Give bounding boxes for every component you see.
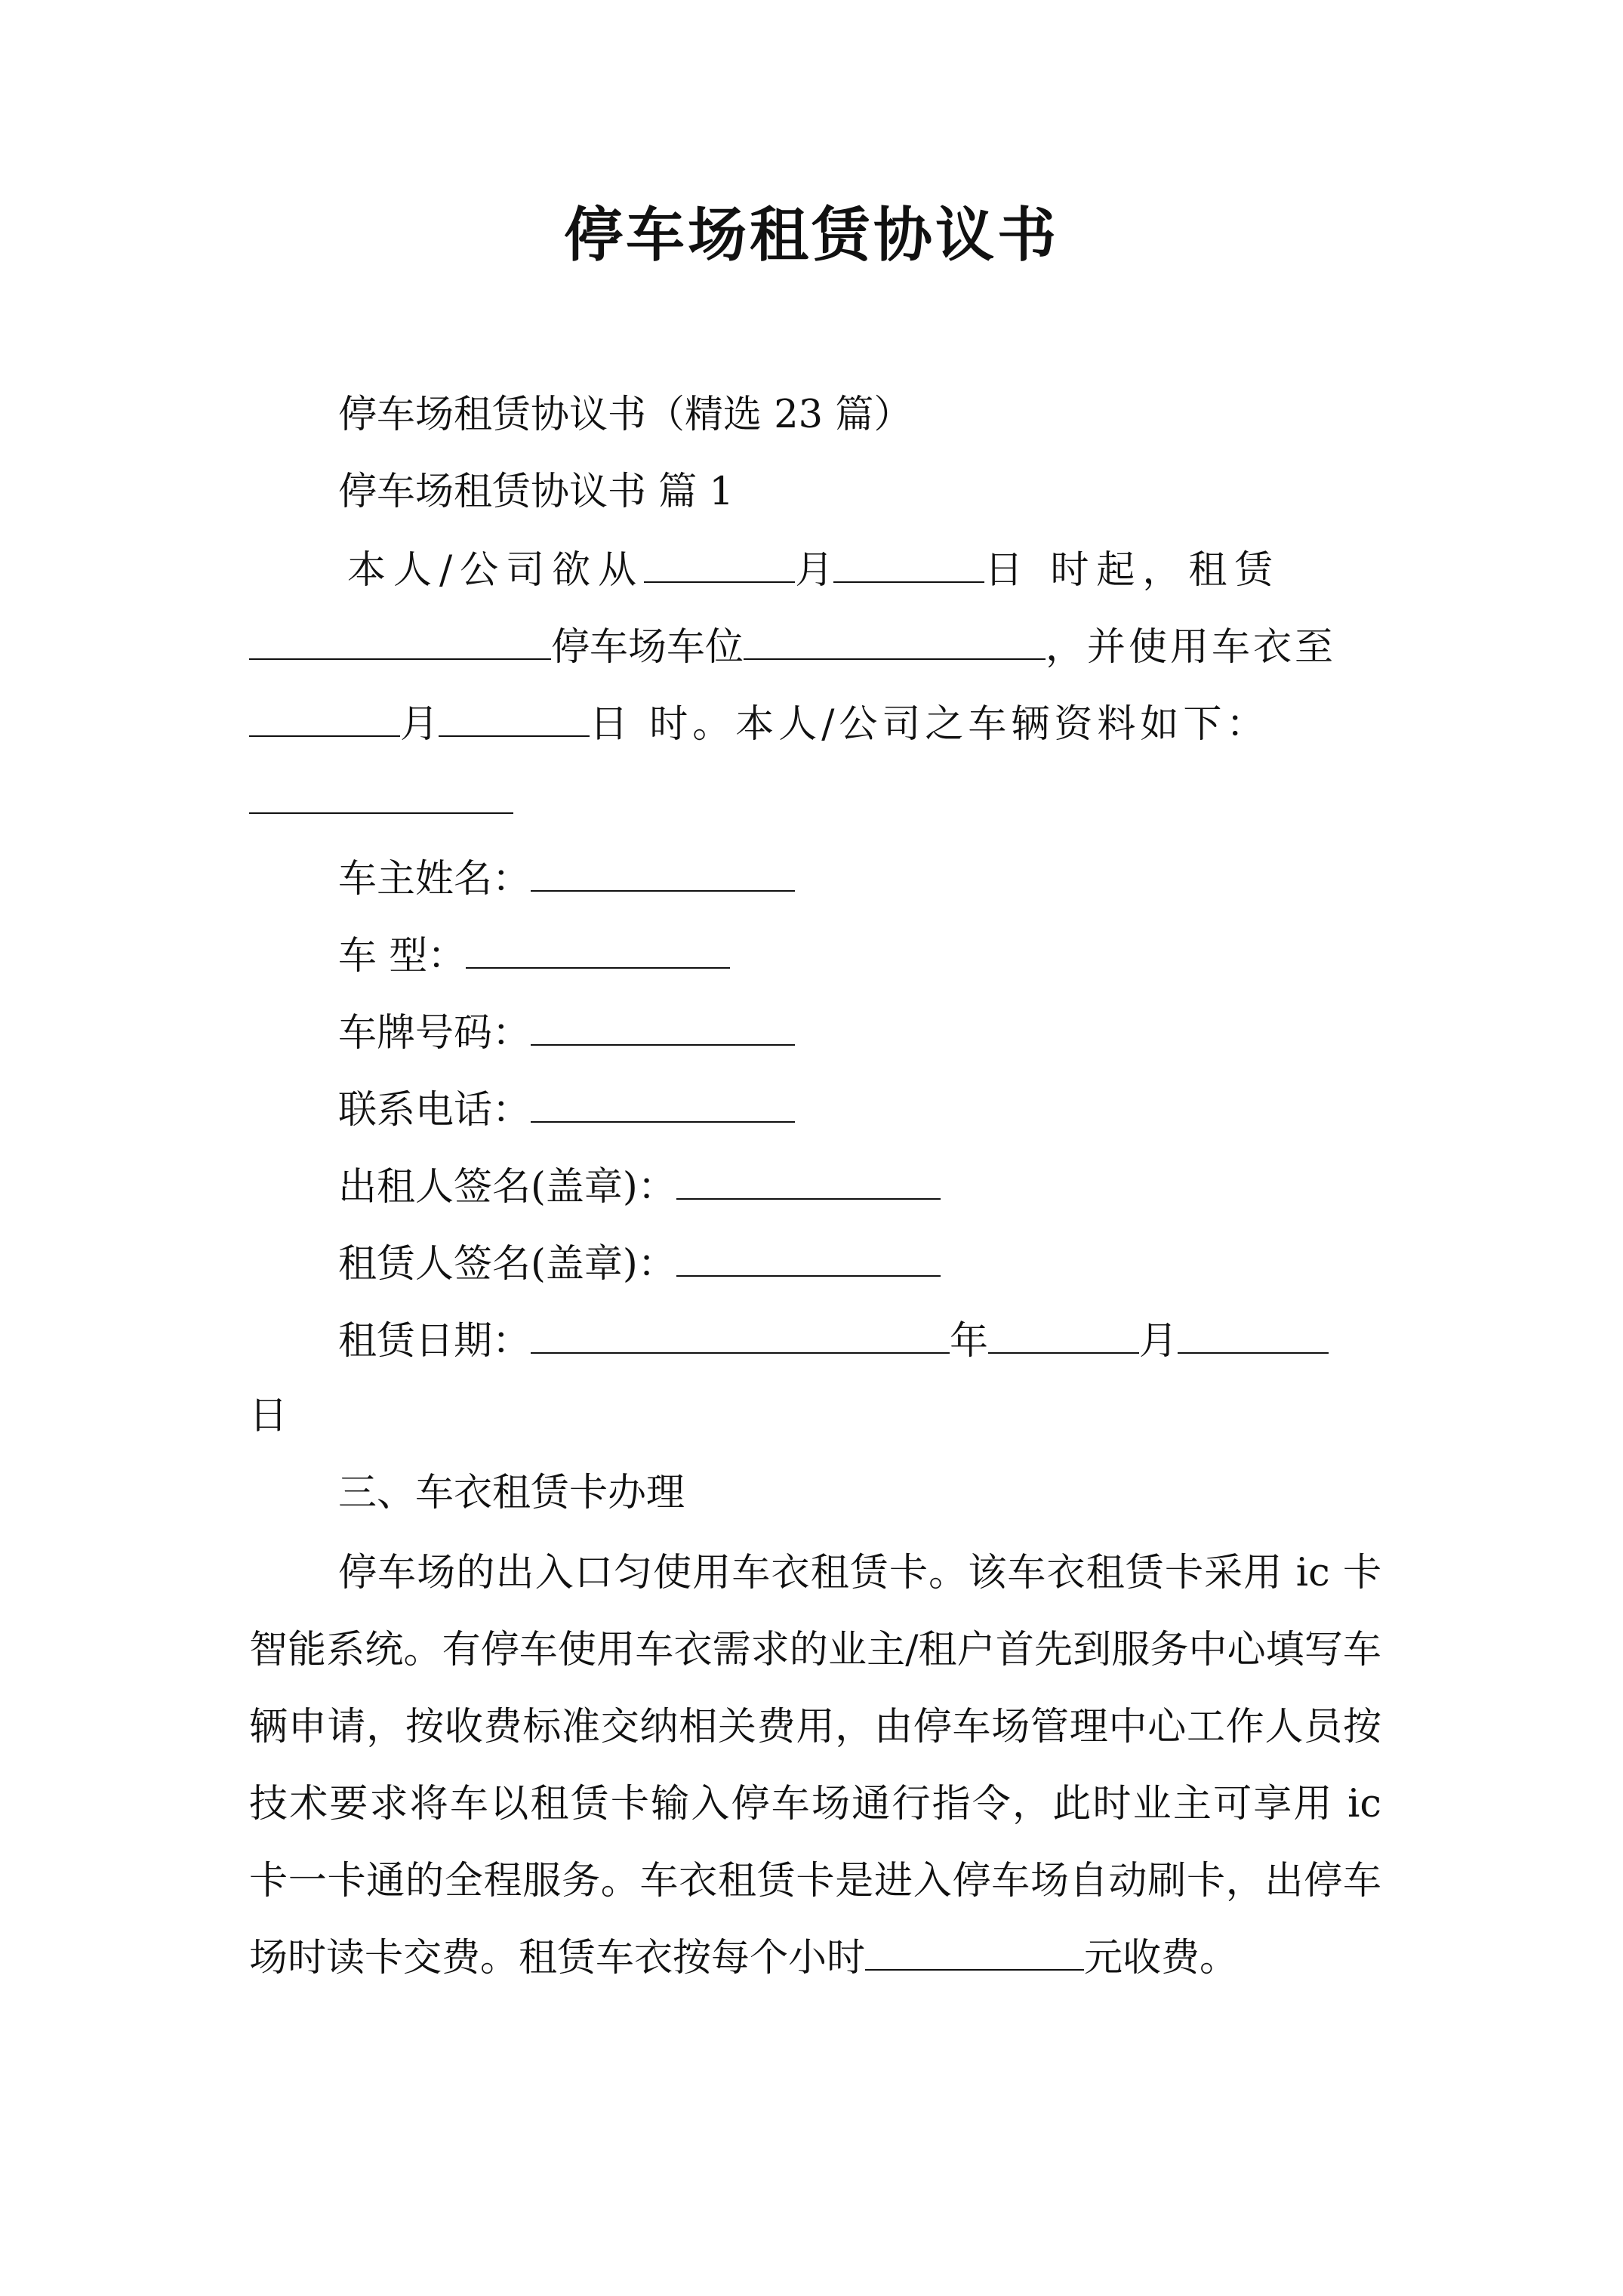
field-lease-date-year-label: 年 [950,1319,989,1364]
blank-hourly-fee [865,1930,1084,1971]
field-lease-date-month-input [988,1313,1139,1354]
intro-line-1-text-b: 月 [795,548,834,593]
field-owner-name [338,851,1471,906]
intro-line-1 [347,542,1381,597]
intro-line-3-text-a: 月 [400,702,439,747]
document-subtitle: 停车场租赁协议书（精选 23 篇） [338,393,913,437]
field-lessee-sign [338,1236,1471,1291]
intro-line-3 [249,696,1381,751]
field-lease-date-day-input [1178,1313,1329,1354]
field-car-model-label: 车 型： [338,934,467,978]
intro-line-4 [249,773,1381,828]
intro-line-2-text-b: ，并使用车衣至 [1046,625,1337,670]
blank-start-day [833,542,984,583]
blank-parking-lot [249,619,551,660]
field-owner-name-input [531,851,795,892]
field-lessor-sign [338,1159,1471,1214]
field-lessee-sign-input [676,1236,941,1277]
field-lease-date-day-label: 日 [249,1394,288,1438]
field-owner-name-label: 车主姓名： [338,857,531,901]
field-plate-number-input [531,1005,795,1046]
intro-line-1-text-a: 本人/公司欲从 [347,548,645,593]
field-plate-number-label: 车牌号码： [338,1011,531,1056]
section-3-body-text: 停车场的出入口匀使用车衣租赁卡。该车衣租赁卡采用 ic 卡智能系统。有停车使用车衣需求的业主/租户首先到服务中心填写车辆申请，按收费标准交纳相关费用，由停车场管理中心工作人员按技术要求将车以租赁卡输入停车场通行指令，此时业主可享用 ic 卡一卡通的全程服务。车衣租赁卡是进入停车场自动刷卡，出停车场时读卡交费。租赁车衣按每个小时 [249,1551,1381,1980]
blank-parking-space [744,619,1046,660]
document-title: 停车场租赁协议书 [563,201,1059,270]
section-3-body [249,1535,1381,1997]
field-lease-date-year-input [531,1313,950,1354]
section-3-body-tail: 元收费。 [1084,1936,1239,1980]
field-lease-date-label: 租赁日期： [338,1319,531,1364]
blank-start-month [644,542,795,583]
blank-vehicle-info [249,773,513,814]
field-lease-date [338,1313,1471,1368]
blank-end-month [249,696,400,737]
field-car-model-input [466,928,730,969]
field-lessor-sign-input [676,1159,941,1200]
intro-line-2 [249,619,1381,674]
field-plate-number [338,1005,1471,1060]
blank-end-day [439,696,590,737]
field-phone [338,1082,1471,1137]
section-3-heading: 三、车衣租赁卡办理 [338,1471,685,1515]
intro-line-3-text-b: 日 时。本人/公司之车辆资料如下： [590,702,1270,747]
intro-line-1-text-c: 日 时起，租赁 [984,548,1281,593]
intro-line-2-text-a: 停车场车位 [551,625,744,670]
field-lessee-sign-label: 租赁人签名(盖章)： [338,1242,676,1287]
field-phone-label: 联系电话： [338,1088,531,1133]
field-lease-date-month-label: 月 [1139,1319,1178,1364]
section-heading: 停车场租赁协议书 篇 1 [338,470,734,514]
field-lessor-sign-label: 出租人签名(盖章)： [338,1165,676,1210]
field-phone-input [531,1082,795,1123]
field-car-model [338,928,1471,983]
